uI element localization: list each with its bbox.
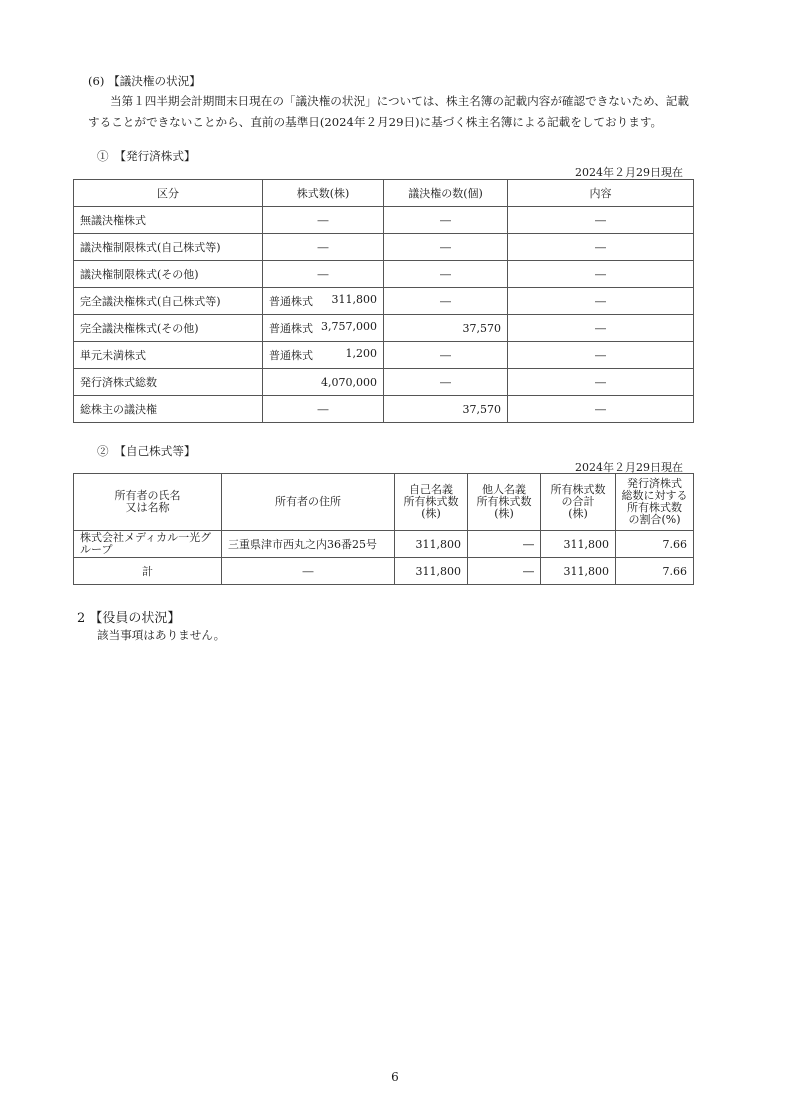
- row-content: ―: [508, 396, 694, 423]
- row-votes: ―: [384, 261, 508, 288]
- own-shares: 311,800: [395, 531, 468, 558]
- header-ratio: 発行済株式 総数に対する 所有株式数 の割合(%): [616, 474, 694, 531]
- ratio: 7.66: [616, 558, 694, 585]
- row-content: ―: [508, 369, 694, 396]
- row-label: 総株主の議決権: [74, 396, 263, 423]
- row-votes: ―: [384, 207, 508, 234]
- row-shares: ―: [263, 396, 384, 423]
- table-row: [74, 369, 694, 396]
- table2-date-note: 2024年２月29日現在: [575, 461, 683, 474]
- owner-address: 三重県津市西丸之内36番25号: [222, 531, 395, 558]
- row-votes: ―: [384, 342, 508, 369]
- table-header-row: [74, 474, 694, 531]
- header-other-name-shares: 他人名義 所有株式数 (株): [468, 474, 541, 531]
- row-label: 発行済株式総数: [74, 369, 263, 396]
- row-label: 完全議決権株式(その他): [74, 315, 263, 342]
- table-row: [74, 558, 694, 585]
- table-row: [74, 315, 694, 342]
- owner-address: ―: [222, 558, 395, 585]
- row-content: ―: [508, 288, 694, 315]
- paragraph-line-2: することができないことから、直前の基準日(2024年２月29日)に基づく株主名簿による記載をしております。: [88, 115, 663, 129]
- share-kind: 普通株式: [269, 295, 313, 308]
- row-content: ―: [508, 261, 694, 288]
- row-shares: 1,200: [345, 347, 377, 360]
- row-content: ―: [508, 315, 694, 342]
- row-label: 議決権制限株式(自己株式等): [74, 234, 263, 261]
- row-label: 議決権制限株式(その他): [74, 261, 263, 288]
- share-kind: 普通株式: [269, 322, 313, 335]
- section-paragraph: [88, 91, 708, 133]
- table2-title: ② 【自己株式等】: [97, 444, 196, 458]
- row-shares: ―: [263, 207, 384, 234]
- row-content: ―: [508, 207, 694, 234]
- table1-title: ① 【発行済株式】: [97, 149, 196, 163]
- treasury-shares-table: [73, 473, 694, 585]
- header-total-shares: 所有株式数 の合計 (株): [541, 474, 616, 531]
- owner-name: 計: [74, 558, 222, 585]
- page-number: 6: [391, 1070, 399, 1084]
- table-header-row: [74, 180, 694, 207]
- other-shares: ―: [468, 558, 541, 585]
- section-body-officers: 該当事項はありません。: [97, 628, 226, 642]
- header-owner-name: 所有者の氏名 又は名称: [74, 474, 222, 531]
- row-shares: ―: [263, 261, 384, 288]
- own-shares: 311,800: [395, 558, 468, 585]
- owner-name: 株式会社メディカル一光グループ: [74, 531, 222, 558]
- table-row: [74, 288, 694, 315]
- header-votes: 議決権の数(個): [384, 180, 508, 207]
- header-shares: 株式数(株): [263, 180, 384, 207]
- header-own-name-shares: 自己名義 所有株式数 (株): [395, 474, 468, 531]
- row-label: 無議決権株式: [74, 207, 263, 234]
- row-shares: 311,800: [331, 293, 377, 306]
- header-owner-address: 所有者の住所: [222, 474, 395, 531]
- row-label: 単元未満株式: [74, 342, 263, 369]
- header-category: 区分: [74, 180, 263, 207]
- row-votes: ―: [384, 369, 508, 396]
- row-content: ―: [508, 234, 694, 261]
- paragraph-line-1: 当第１四半期会計期間末日現在の「議決権の状況」については、株主名簿の記載内容が確認できないため、記載: [110, 94, 689, 108]
- row-shares: ―: [263, 234, 384, 261]
- table1-date-note: 2024年２月29日現在: [575, 166, 683, 179]
- row-shares: 3,757,000: [321, 320, 377, 333]
- row-votes: 37,570: [384, 396, 508, 423]
- share-kind: 普通株式: [269, 349, 313, 362]
- total-shares: 311,800: [541, 531, 616, 558]
- total-shares: 311,800: [541, 558, 616, 585]
- table-row: [74, 207, 694, 234]
- other-shares: ―: [468, 531, 541, 558]
- row-shares-cell: [263, 288, 384, 315]
- ratio: 7.66: [616, 531, 694, 558]
- row-votes: ―: [384, 234, 508, 261]
- issued-shares-table: [73, 179, 694, 423]
- table-row: [74, 531, 694, 558]
- row-votes: 37,570: [384, 315, 508, 342]
- row-votes: ―: [384, 288, 508, 315]
- table-row: [74, 261, 694, 288]
- section-heading-voting-rights: (6) 【議決権の状況】: [88, 74, 201, 88]
- row-content: ―: [508, 342, 694, 369]
- table-row: [74, 342, 694, 369]
- table-row: [74, 396, 694, 423]
- row-shares-cell: [263, 342, 384, 369]
- row-label: 完全議決権株式(自己株式等): [74, 288, 263, 315]
- section-heading-officers: 2 【役員の状況】: [77, 611, 181, 626]
- row-shares: 4,070,000: [263, 369, 384, 396]
- header-content: 内容: [508, 180, 694, 207]
- row-shares-cell: [263, 315, 384, 342]
- table-row: [74, 234, 694, 261]
